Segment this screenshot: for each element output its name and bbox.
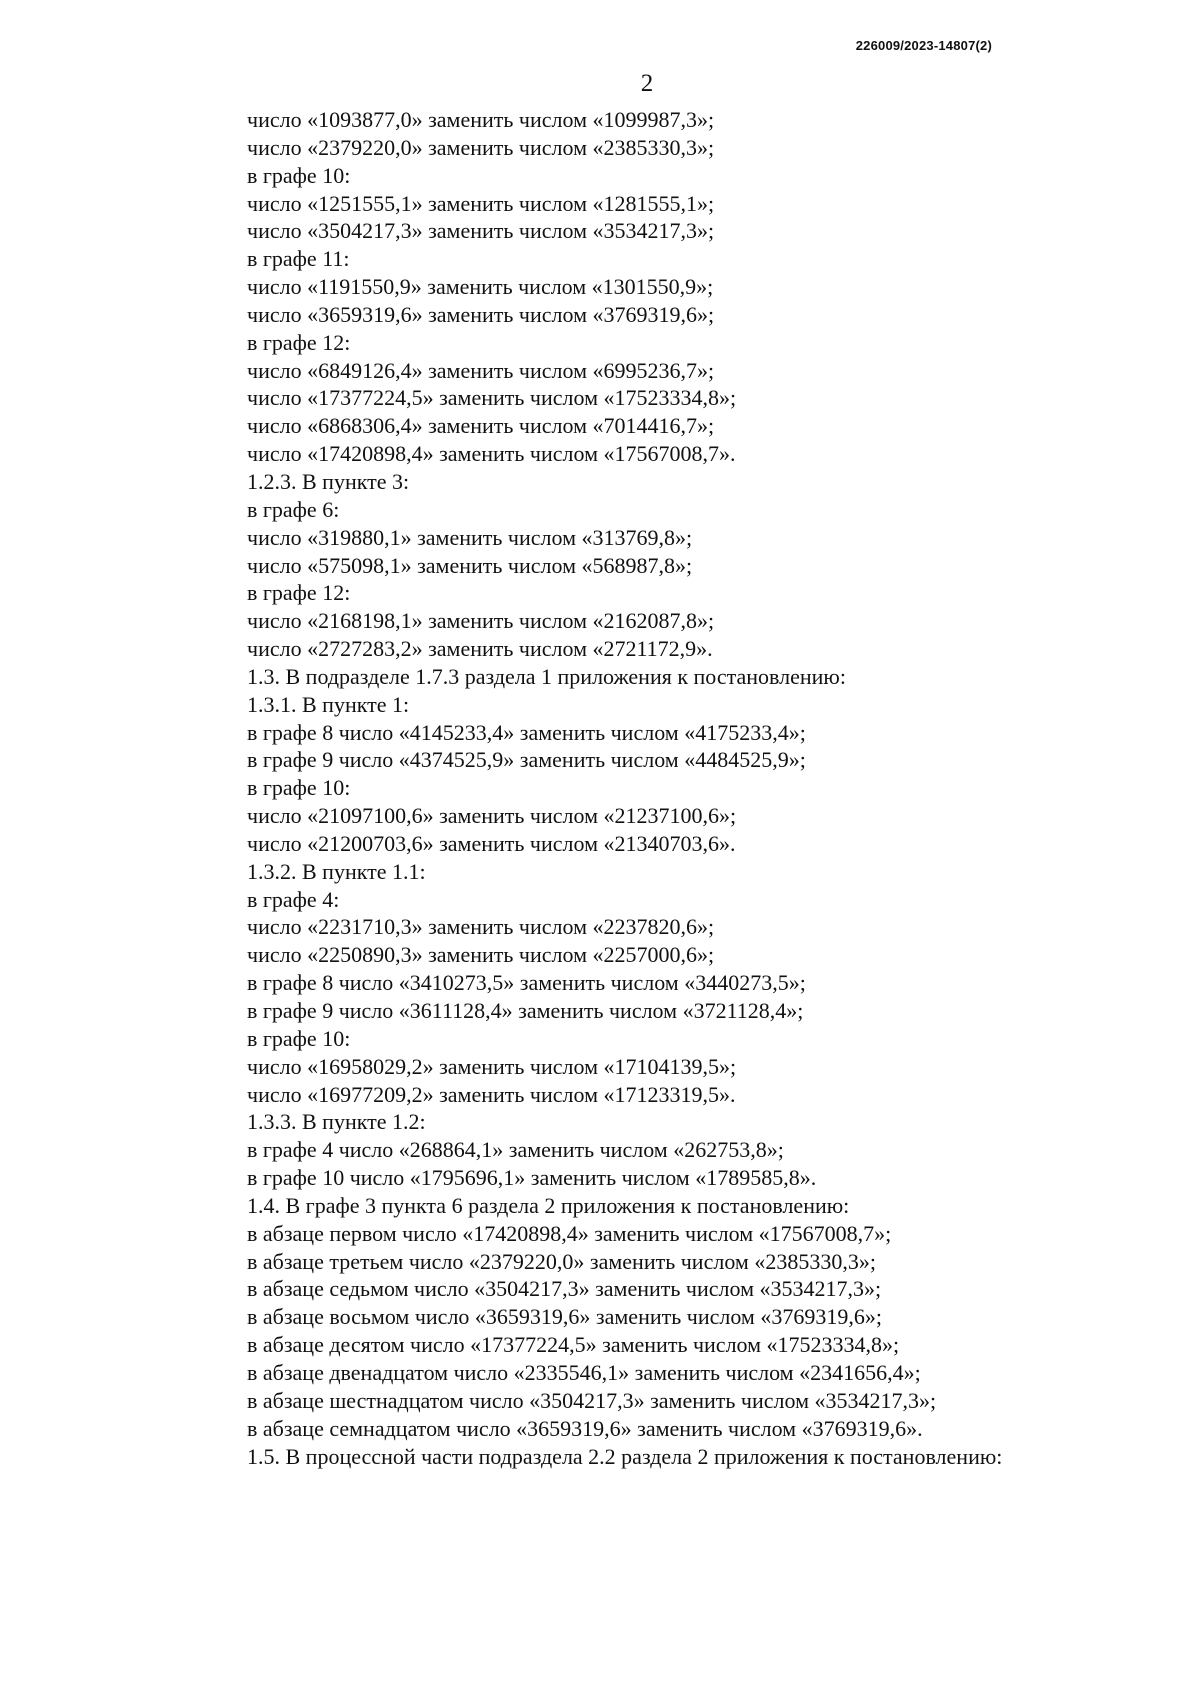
text-line: в абзаце восьмом число «3659319,6» заменить числом «3769319,6»; bbox=[247, 1304, 882, 1330]
text-line: в абзаце первом число «17420898,4» заменить числом «17567008,7»; bbox=[247, 1220, 892, 1246]
text-line: число «319880,1» заменить числом «313769,8»; bbox=[247, 524, 693, 550]
text-line: в графе 10: bbox=[247, 162, 351, 188]
text-line: число «21200703,6» заменить числом «21340703,6». bbox=[247, 830, 736, 856]
text-line: в графе 4 число «268864,1» заменить числом «262753,8»; bbox=[247, 1137, 784, 1163]
text-line: в абзаце десятом число «17377224,5» заменить числом «17523334,8»; bbox=[247, 1332, 900, 1358]
text-line: 1.3. В подразделе 1.7.3 раздела 1 приложения к постановлению: bbox=[247, 663, 846, 689]
text-line: число «2250890,3» заменить числом «2257000,6»; bbox=[247, 942, 715, 968]
text-line: число «16977209,2» заменить числом «17123319,5». bbox=[247, 1081, 736, 1107]
text-line: число «21097100,6» заменить числом «21237100,6»; bbox=[247, 803, 737, 829]
page-number: 2 bbox=[640, 70, 654, 97]
text-line: в абзаце двенадцатом число «2335546,1» заменить числом «2341656,4»; bbox=[247, 1359, 921, 1385]
document-number: 226009/2023-14807(2) bbox=[855, 38, 992, 53]
text-line: в графе 10: bbox=[247, 1025, 351, 1051]
text-line: число «2727283,2» заменить числом «2721172,9». bbox=[247, 636, 713, 662]
text-line: число «575098,1» заменить числом «568987,8»; bbox=[247, 552, 693, 578]
text-line: в абзаце третьем число «2379220,0» заменить числом «2385330,3»; bbox=[247, 1248, 876, 1274]
text-line: 1.4. В графе 3 пункта 6 раздела 2 приложения к постановлению: bbox=[247, 1192, 850, 1218]
text-line: в графе 8 число «3410273,5» заменить числом «3440273,5»; bbox=[247, 970, 806, 996]
text-line: число «1251555,1» заменить числом «1281555,1»; bbox=[247, 190, 715, 216]
text-line: в абзаце шестнадцатом число «3504217,3» заменить числом «3534217,3»; bbox=[247, 1387, 937, 1413]
text-line: 1.3.3. В пункте 1.2: bbox=[247, 1109, 426, 1135]
text-line: число «6849126,4» заменить числом «6995236,7»; bbox=[247, 357, 715, 383]
text-line: число «6868306,4» заменить числом «7014416,7»; bbox=[247, 413, 715, 439]
text-line: число «2168198,1» заменить числом «2162087,8»; bbox=[247, 608, 715, 634]
document-body bbox=[247, 106, 1002, 1470]
text-line: в абзаце семнадцатом число «3659319,6» заменить числом «3769319,6». bbox=[247, 1415, 923, 1441]
text-line: число «17377224,5» заменить числом «17523334,8»; bbox=[247, 385, 737, 411]
text-line: 1.5. В процессной части подраздела 2.2 раздела 2 приложения к постановлению: bbox=[247, 1443, 1003, 1469]
text-line: в абзаце седьмом число «3504217,3» заменить числом «3534217,3»; bbox=[247, 1276, 882, 1302]
text-line: в графе 8 число «4145233,4» заменить числом «4175233,4»; bbox=[247, 719, 806, 745]
text-line: число «16958029,2» заменить числом «17104139,5»; bbox=[247, 1053, 737, 1079]
text-line: в графе 10: bbox=[247, 775, 351, 801]
text-line: в графе 10 число «1795696,1» заменить числом «1789585,8». bbox=[247, 1165, 817, 1191]
text-line: в графе 9 число «3611128,4» заменить числом «3721128,4»; bbox=[247, 998, 804, 1023]
text-line: число «17420898,4» заменить числом «17567008,7». bbox=[247, 441, 736, 467]
text-line: число «2379220,0» заменить числом «2385330,3»; bbox=[247, 134, 715, 160]
text-line: число «1093877,0» заменить числом «1099987,3»; bbox=[247, 107, 715, 132]
text-line: в графе 11: bbox=[247, 246, 350, 272]
text-line: число «3504217,3» заменить числом «3534217,3»; bbox=[247, 218, 715, 244]
text-line: в графе 12: bbox=[247, 329, 351, 355]
text-line: в графе 4: bbox=[247, 886, 340, 912]
text-line: число «3659319,6» заменить числом «3769319,6»; bbox=[247, 301, 715, 327]
text-line: 1.3.2. В пункте 1.1: bbox=[247, 858, 426, 884]
text-line: 1.3.1. В пункте 1: bbox=[247, 691, 410, 717]
text-line: в графе 9 число «4374525,9» заменить числом «4484525,9»; bbox=[247, 747, 806, 773]
text-line: число «1191550,9» заменить числом «1301550,9»; bbox=[247, 274, 714, 300]
text-line: в графе 6: bbox=[247, 496, 340, 522]
text-line: в графе 12: bbox=[247, 580, 351, 606]
text-line: число «2231710,3» заменить числом «2237820,6»; bbox=[247, 914, 715, 940]
text-line: 1.2.3. В пункте 3: bbox=[247, 468, 410, 494]
